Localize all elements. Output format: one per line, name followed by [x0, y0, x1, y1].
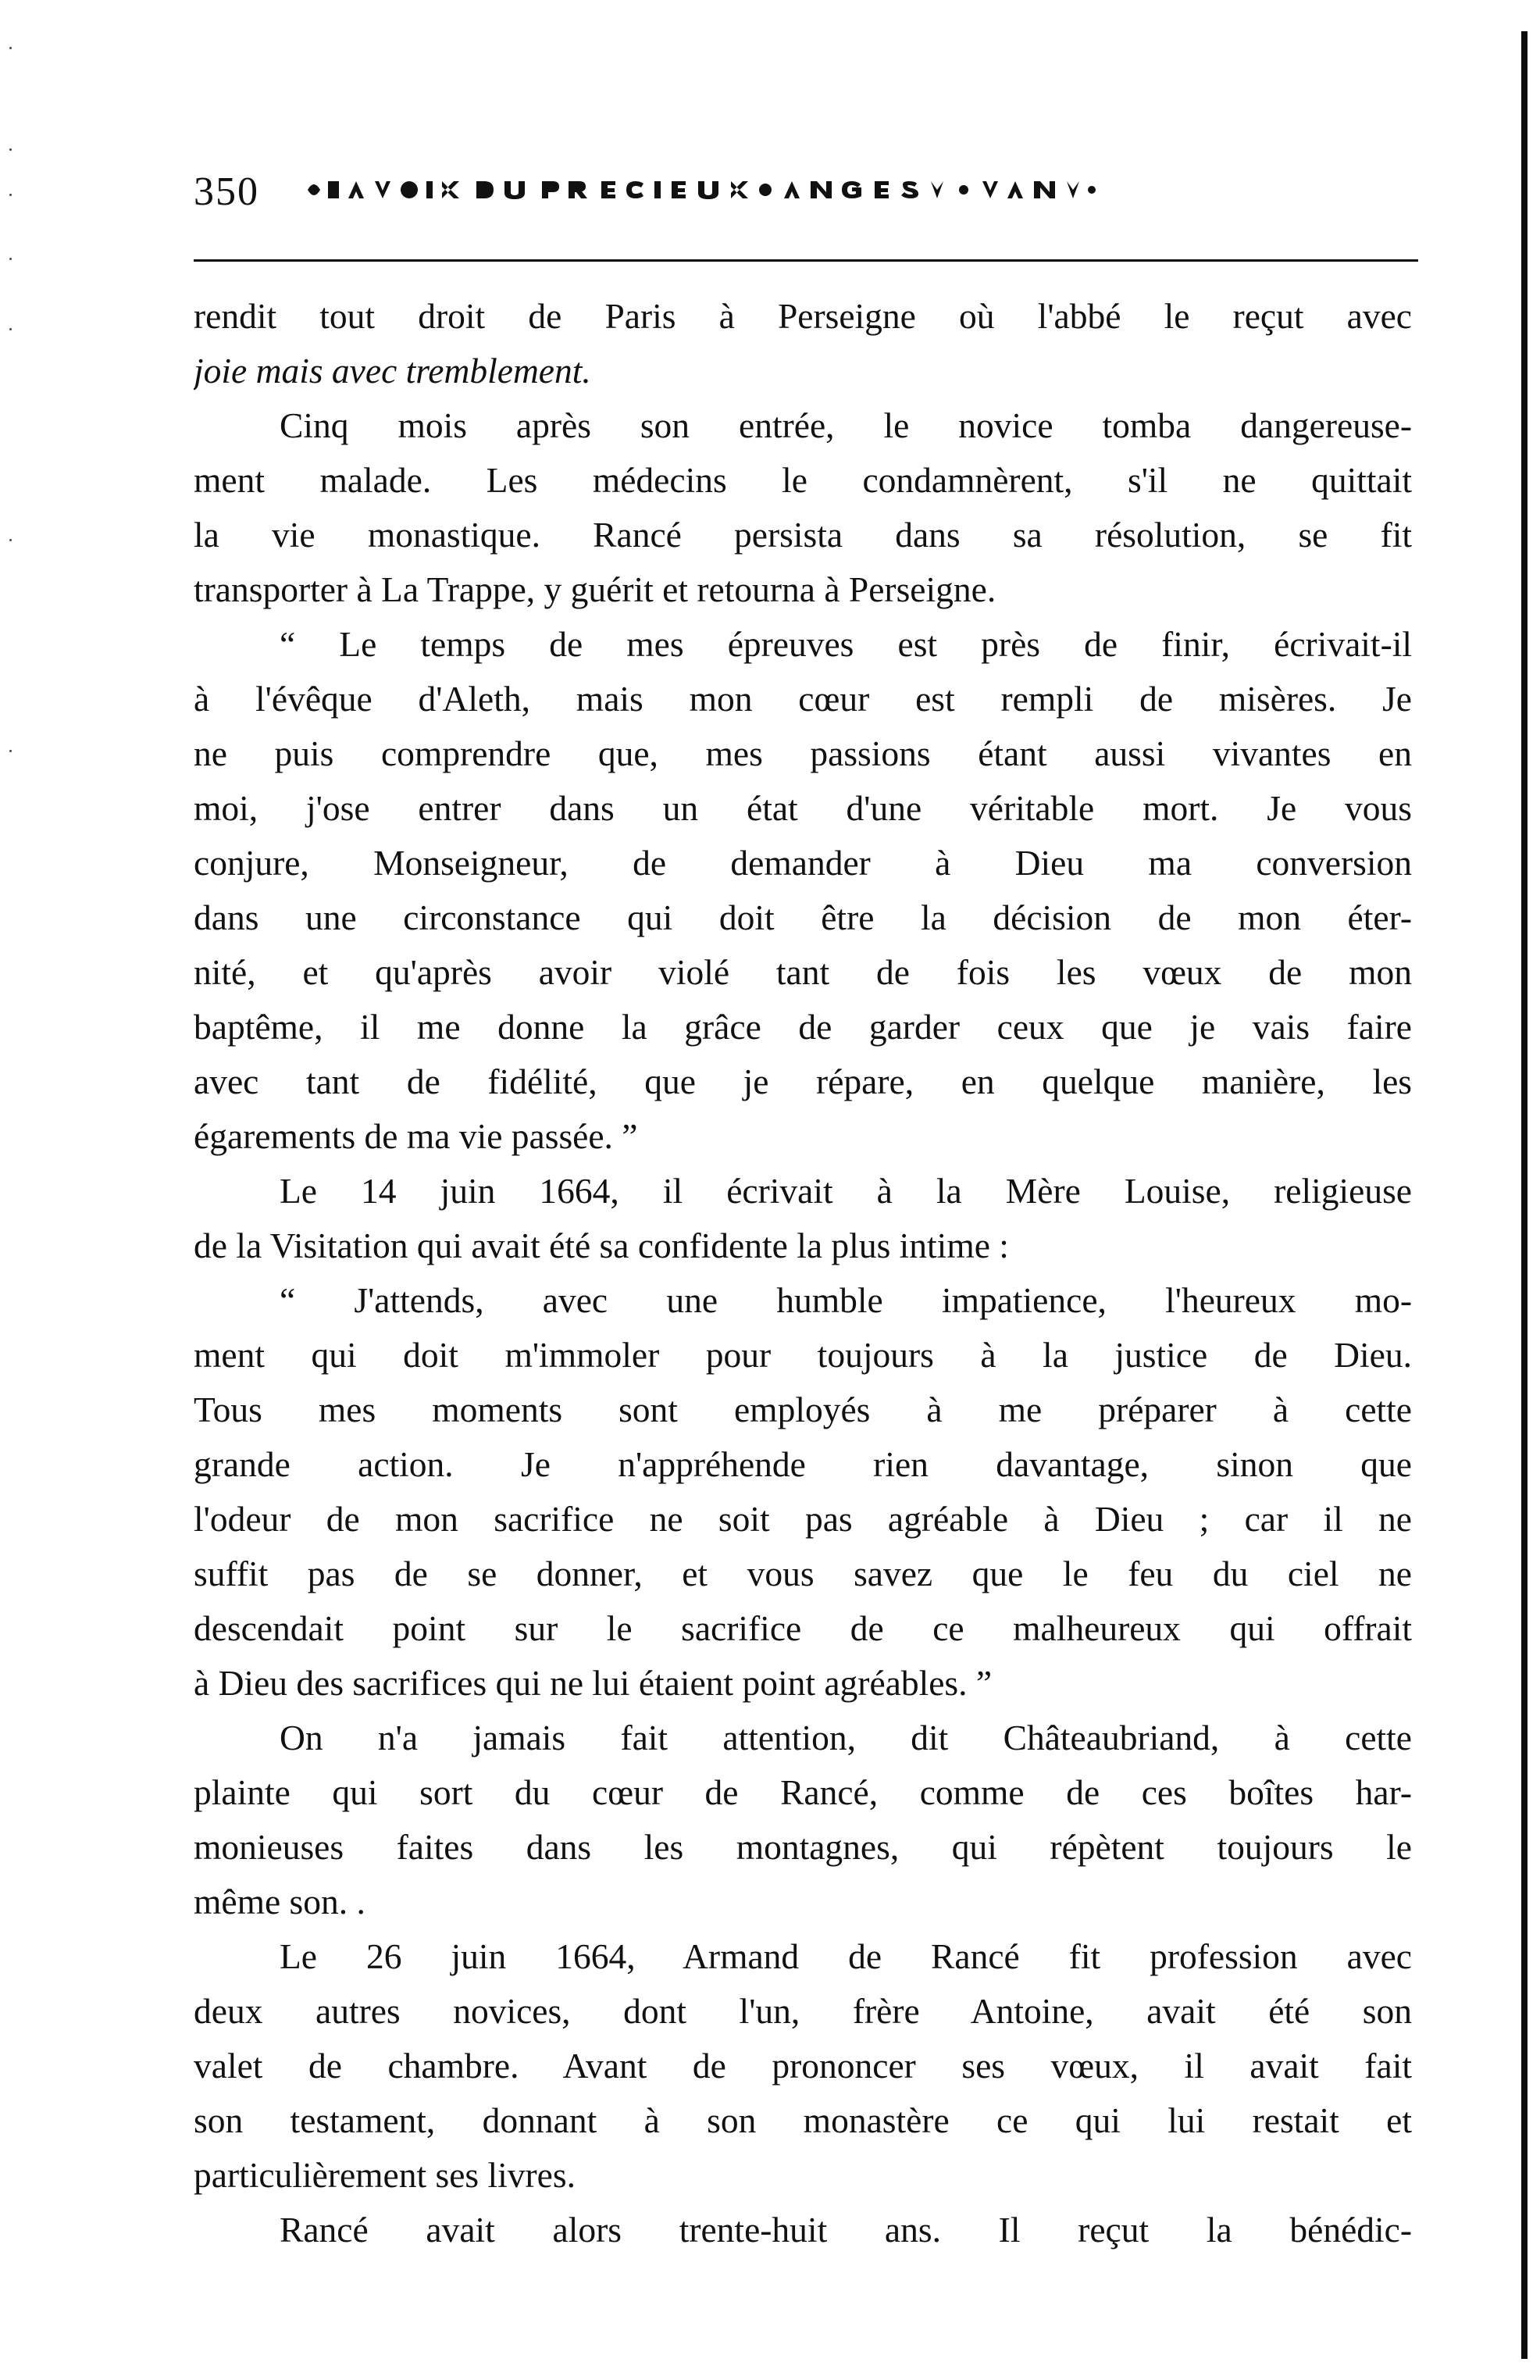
text-line: plainte qui sort du cœur de Rancé, comme de ces boîtes har- — [194, 1772, 1412, 1812]
text-line: suffit pas de se donner, et vous savez que le feu du ciel ne — [194, 1554, 1412, 1593]
margin-speck — [9, 148, 12, 151]
text-line: joie mais avec tremblement. — [194, 351, 591, 391]
text-line: Tous mes moments sont employés à me préparer à cette — [194, 1390, 1412, 1429]
text-line: moi, j'ose entrer dans un état d'une véritable mort. Je vous — [194, 788, 1412, 828]
text-line: valet de chambre. Avant de prononcer ses vœux, il avait fait — [194, 2046, 1412, 2086]
running-title-text — [303, 206, 1412, 207]
text-line: On n'a jamais fait attention, dit Châteaubriand, à cette — [280, 1718, 1412, 1757]
text-line: “ J'attends, avec une humble impatience, l'heureux mo- — [280, 1280, 1412, 1320]
page-header — [194, 162, 1412, 217]
text-line: à l'évêque d'Aleth, mais mon cœur est rempli de misères. Je — [194, 679, 1412, 719]
text-line: ne puis comprendre que, mes passions étant aussi vivantes en — [194, 733, 1412, 773]
text-line: baptême, il me donne la grâce de garder ceux que je vais faire — [194, 1007, 1412, 1047]
text-line: de la Visitation qui avait été sa confidente la plus intime : — [194, 1226, 1009, 1265]
text-line: même son. . — [194, 1882, 365, 1921]
page-number: 350 — [194, 169, 259, 214]
header-rule — [194, 259, 1418, 262]
text-line: avec tant de fidélité, que je répare, en quelque manière, les — [194, 1062, 1412, 1101]
text-line: particulièrement ses livres. — [194, 2155, 576, 2195]
text-line: dans une circonstance qui doit être la décision de mon éter- — [194, 897, 1412, 937]
text-line: l'odeur de mon sacrifice ne soit pas agréable à Dieu ; car il ne — [194, 1499, 1412, 1539]
text-line: Rancé avait alors trente-huit ans. Il reçut la bénédic- — [280, 2210, 1412, 2250]
text-line: grande action. Je n'appréhende rien davantage, sinon que — [194, 1444, 1412, 1484]
text-line: “ Le temps de mes épreuves est près de finir, écrivait-il — [280, 624, 1412, 664]
text-line: descendait point sur le sacrifice de ce malheureux qui offrait — [194, 1608, 1412, 1648]
text-line: rendit tout droit de Paris à Perseigne où l'abbé le reçut avec — [194, 296, 1412, 336]
text-line: la vie monastique. Rancé persista dans sa résolution, se fit — [194, 515, 1412, 555]
page-edge-shadow — [1521, 31, 1528, 2359]
text-line: transporter à La Trappe, y guérit et retourna à Perseigne. — [194, 569, 996, 609]
text-line: Cinq mois après son entrée, le novice tomba dangereuse- — [280, 405, 1412, 445]
running-title-ornamental — [303, 177, 1412, 203]
margin-speck — [9, 258, 12, 260]
body-text — [194, 289, 1412, 2257]
text-line: nité, et qu'après avoir violé tant de fois les vœux de mon — [194, 952, 1412, 992]
text-line: monieuses faites dans les montagnes, qui répètent toujours le — [194, 1827, 1412, 1867]
margin-speck — [9, 328, 12, 330]
text-line: à Dieu des sacrifices qui ne lui étaient point agréables. ” — [194, 1663, 993, 1703]
ornamental-title-graphic — [303, 177, 1412, 203]
margin-speck — [9, 750, 12, 752]
text-line: ment qui doit m'immoler pour toujours à la justice de Dieu. — [194, 1335, 1412, 1375]
margin-speck — [9, 194, 12, 196]
text-line: conjure, Monseigneur, de demander à Dieu ma conversion — [194, 843, 1412, 883]
margin-speck — [9, 539, 12, 541]
text-line: ment malade. Les médecins le condamnèrent, s'il ne quittait — [194, 460, 1412, 500]
text-line: Le 14 juin 1664, il écrivait à la Mère Louise, religieuse — [280, 1171, 1412, 1211]
text-line: égarements de ma vie passée. ” — [194, 1116, 638, 1156]
text-line: son testament, donnant à son monastère ce qui lui restait et — [194, 2100, 1412, 2140]
text-line: deux autres novices, dont l'un, frère Antoine, avait été son — [194, 1991, 1412, 2031]
margin-speck — [9, 47, 12, 49]
text-line: Le 26 juin 1664, Armand de Rancé fit profession avec — [280, 1936, 1412, 1976]
